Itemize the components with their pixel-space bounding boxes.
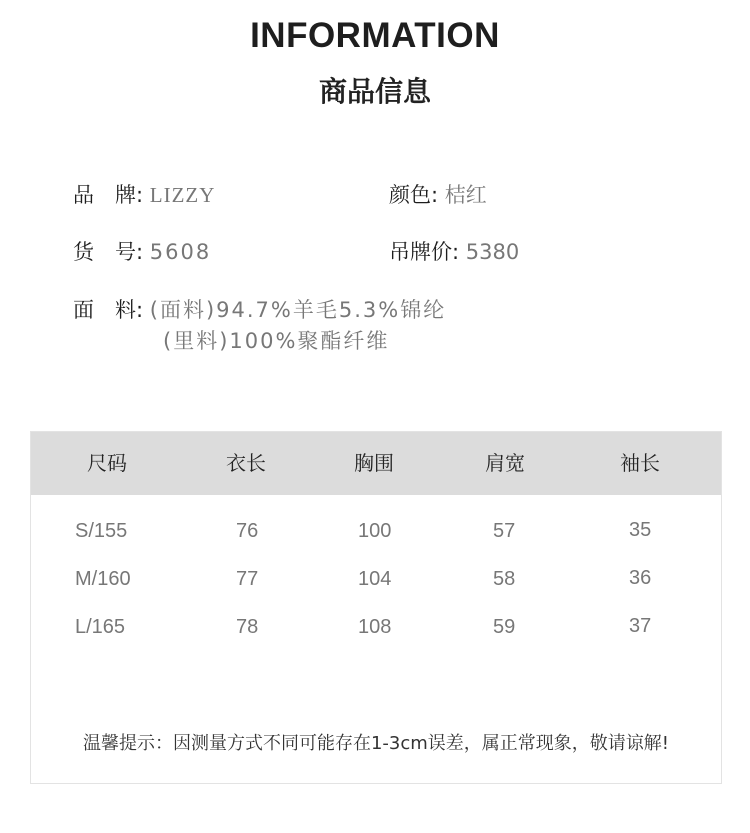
table-cell: 58 (493, 568, 516, 590)
brand-label: 品 牌: (73, 183, 144, 207)
table-cell: L/165 (75, 616, 126, 638)
size-table-header (31, 432, 721, 495)
table-cell: 57 (493, 520, 516, 542)
table-cell: 78 (236, 616, 259, 638)
table-cell: 104 (358, 568, 392, 590)
header-shoulder: 肩宽 (485, 451, 525, 475)
table-cell: 37 (629, 615, 652, 637)
item-no-value: 5608 (149, 240, 212, 264)
page-title-en: INFORMATION (250, 16, 500, 55)
table-cell: 77 (236, 568, 259, 590)
table-cell: 35 (629, 519, 652, 541)
table-cell: 59 (493, 616, 516, 638)
table-cell: M/160 (75, 568, 131, 590)
color-label: 颜色: (389, 183, 439, 207)
header-length: 衣长 (226, 451, 266, 475)
color-value: 桔红 (444, 183, 487, 207)
header-bust: 胸围 (354, 451, 394, 475)
fabric-row-2 (163, 325, 389, 355)
item-no-label: 货 号: (73, 240, 144, 264)
table-cell: 36 (629, 567, 652, 589)
fabric-row (73, 294, 446, 324)
table-cell: 100 (358, 520, 392, 542)
header-size: 尺码 (87, 451, 127, 475)
price-label: 吊牌价: (389, 240, 460, 264)
fabric-value-line2: (里料)100%聚酯纤维 (163, 329, 390, 353)
price-row (389, 236, 519, 266)
measurement-note: 温馨提示：因测量方式不同可能存在1-3cm误差，属正常现象，敬请谅解! (82, 733, 670, 754)
fabric-value-line1: (面料)94.7%羊毛5.3%锦纶 (149, 298, 447, 322)
table-cell: 108 (358, 616, 392, 638)
header-sleeve: 袖长 (620, 451, 660, 475)
brand-row (73, 179, 215, 209)
page-title-cn: 商品信息 (318, 75, 431, 108)
price-value: 5380 (465, 240, 520, 264)
color-row (389, 179, 487, 209)
table-cell: 76 (236, 520, 259, 542)
brand-value: LIZZY (149, 183, 216, 207)
fabric-label: 面 料: (73, 298, 144, 322)
item-no-row (73, 236, 211, 266)
table-cell: S/155 (75, 520, 128, 542)
